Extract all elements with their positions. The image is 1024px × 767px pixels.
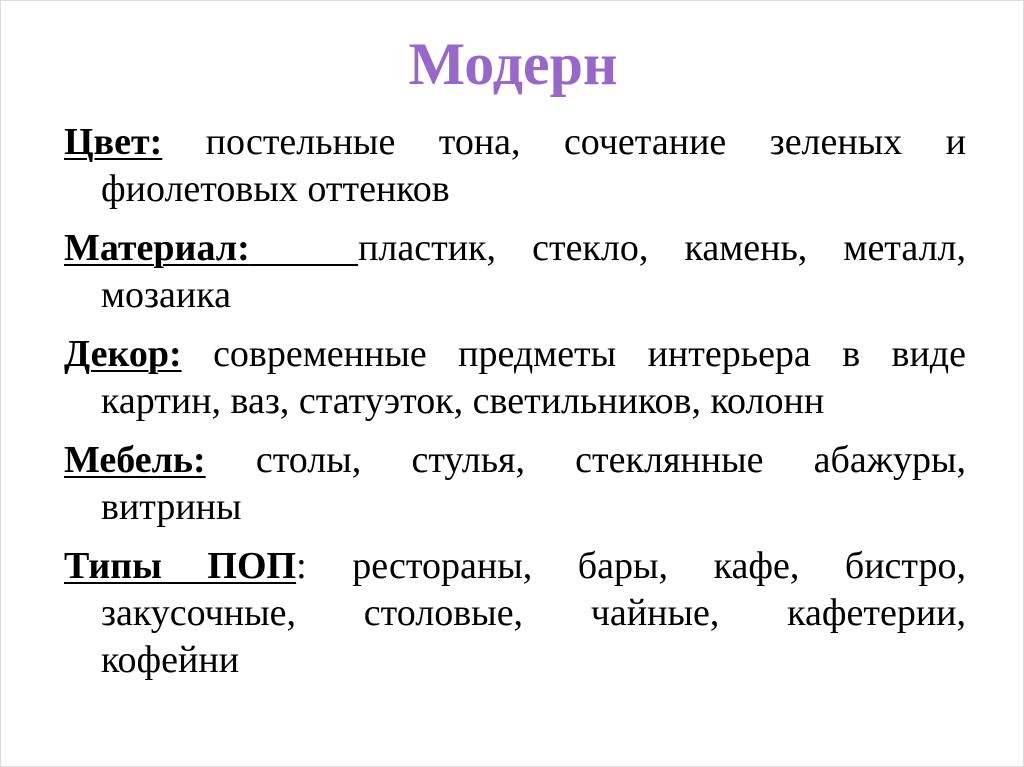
item-label: Типы ПОП xyxy=(64,545,297,587)
item-text: пластик, стекло, камень, металл, xyxy=(358,227,966,269)
slide-title: Модерн xyxy=(408,31,618,97)
item-text: современные предметы интерьера в виде xyxy=(213,333,967,375)
item-label: Декор: xyxy=(64,333,182,375)
item-label: Материал: xyxy=(64,227,250,269)
item-label: Мебель: xyxy=(64,439,206,481)
item-label: Цвет: xyxy=(64,121,163,163)
underline-gap xyxy=(250,227,358,269)
item-continuation-line: кофейни xyxy=(101,639,240,681)
item-continuation-line: закусочные, столовые, чайные, кафетерии, xyxy=(101,592,966,634)
item-text: постельные тона, сочетание зеленых и xyxy=(205,121,966,163)
item-continuation-line: фиолетовых оттенков xyxy=(101,168,450,210)
item-first-line xyxy=(64,437,966,484)
item-color xyxy=(64,119,966,213)
item-continuation-line: картин, ваз, статуэток, светильников, колонн xyxy=(101,380,825,422)
item-venue-types xyxy=(64,543,966,684)
item-continuation-line: мозаика xyxy=(101,274,232,316)
item-material xyxy=(64,225,966,319)
item-label-suffix: : xyxy=(296,545,307,587)
item-continuation-line: витрины xyxy=(101,486,242,528)
item-text: рестораны, бары, кафе, бистро, xyxy=(352,545,966,587)
slide-body xyxy=(64,119,966,684)
item-text: столы, стулья, стеклянные абажуры, xyxy=(255,439,966,481)
item-first-line xyxy=(64,543,966,590)
item-decor xyxy=(64,331,966,425)
item-furniture xyxy=(64,437,966,531)
item-first-line xyxy=(64,225,966,272)
item-first-line xyxy=(64,119,966,166)
item-first-line xyxy=(64,331,966,378)
